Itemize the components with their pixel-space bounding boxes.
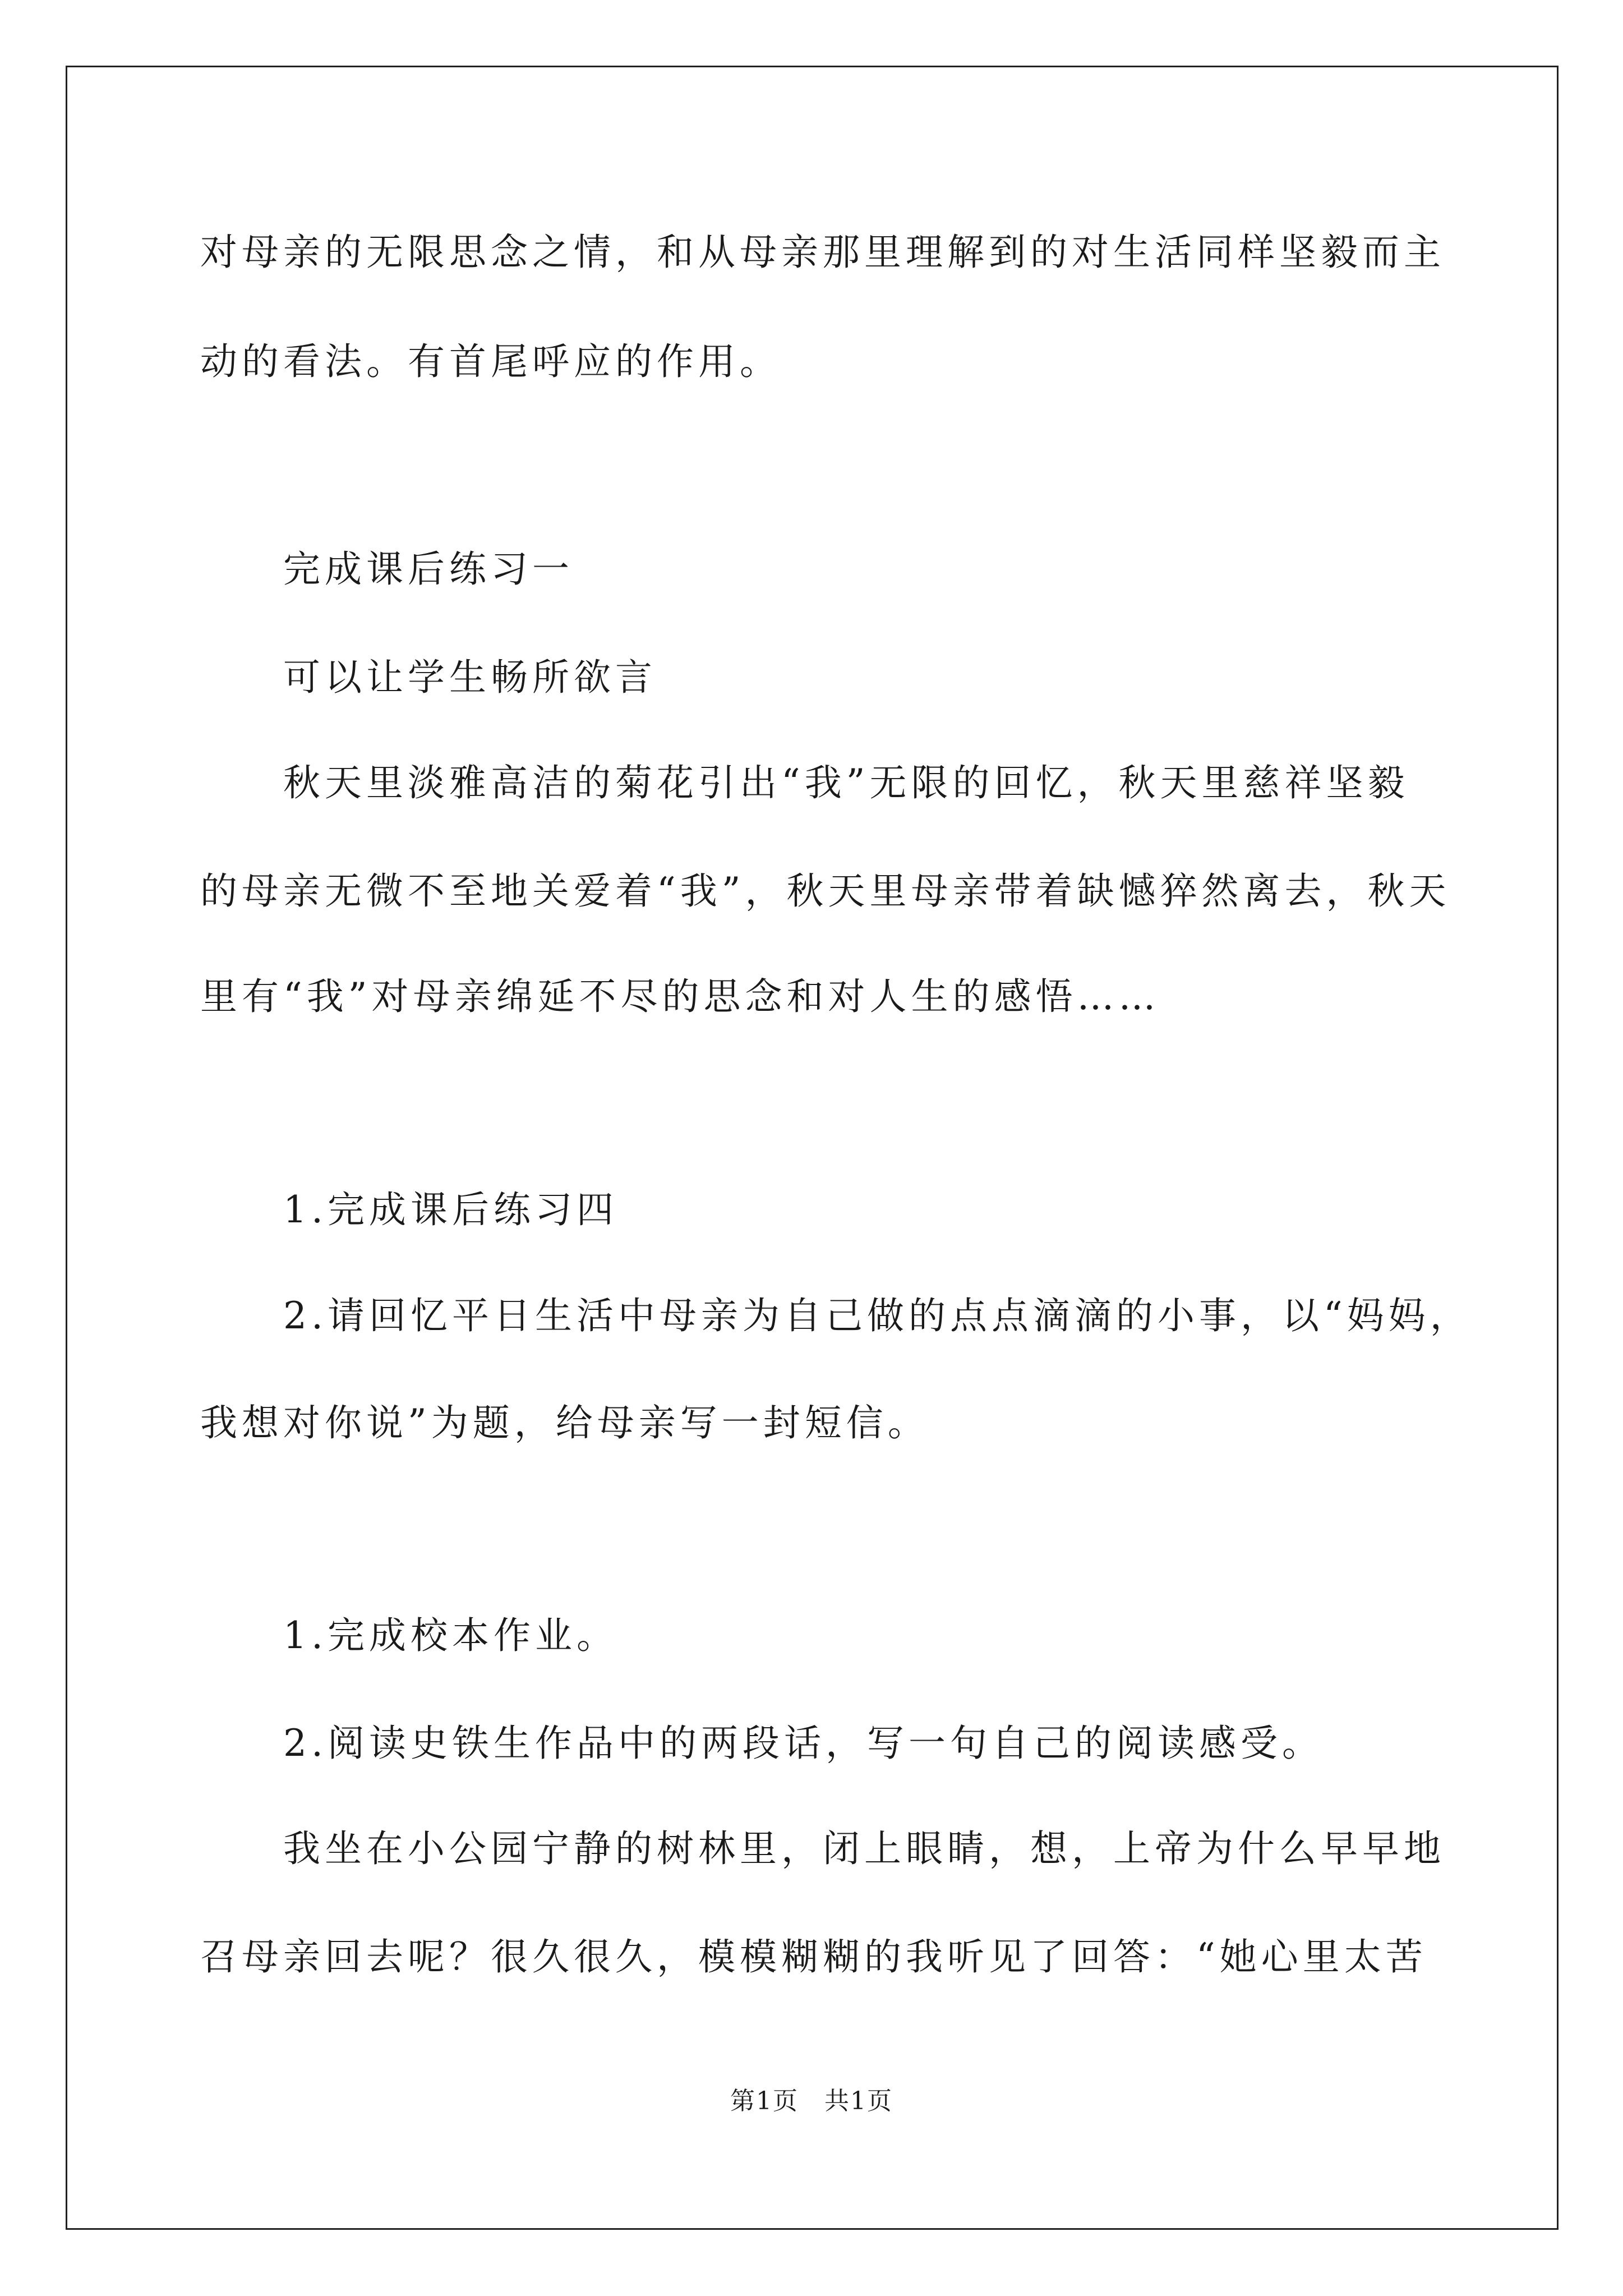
text-line: 动的看法。有首尾呼应的作用。 — [200, 340, 781, 383]
text-line: 1.完成校本作业。 — [283, 1614, 618, 1657]
text-line: 1.完成课后练习四 — [283, 1188, 618, 1231]
text-line: 完成课后练习一 — [283, 547, 574, 591]
page-border — [66, 66, 1559, 2230]
text-line: 召母亲回去呢？很久很久，模模糊糊的我听见了回答：“她心里太苦 — [200, 1935, 1427, 1978]
page-footer: 第1页 共1页 — [730, 2087, 893, 2115]
text-line: 2.阅读史铁生作品中的两段话，写一句自己的阅读感受。 — [283, 1722, 1324, 1765]
text-line: 可以让学生畅所欲言 — [283, 656, 657, 699]
text-line: 对母亲的无限思念之情，和从母亲那里理解到的对生活同样坚毅而主 — [200, 231, 1445, 274]
text-line: 秋天里淡雅高洁的菊花引出“我”无限的回忆，秋天里慈祥坚毅 — [283, 761, 1409, 804]
text-line: 我想对你说”为题，给母亲写一封短信。 — [200, 1401, 929, 1444]
text-line: 2.请回忆平日生活中母亲为自己做的点点滴滴的小事，以“妈妈， — [283, 1294, 1472, 1337]
text-line: 里有“我”对母亲绵延不尽的思念和对人生的感悟…… — [200, 975, 1160, 1018]
text-line: 我坐在小公园宁静的树林里，闭上眼睛，想，上帝为什么早早地 — [283, 1827, 1445, 1870]
text-line: 的母亲无微不至地关爱着“我”，秋天里母亲带着缺憾猝然离去，秋天 — [200, 869, 1451, 913]
